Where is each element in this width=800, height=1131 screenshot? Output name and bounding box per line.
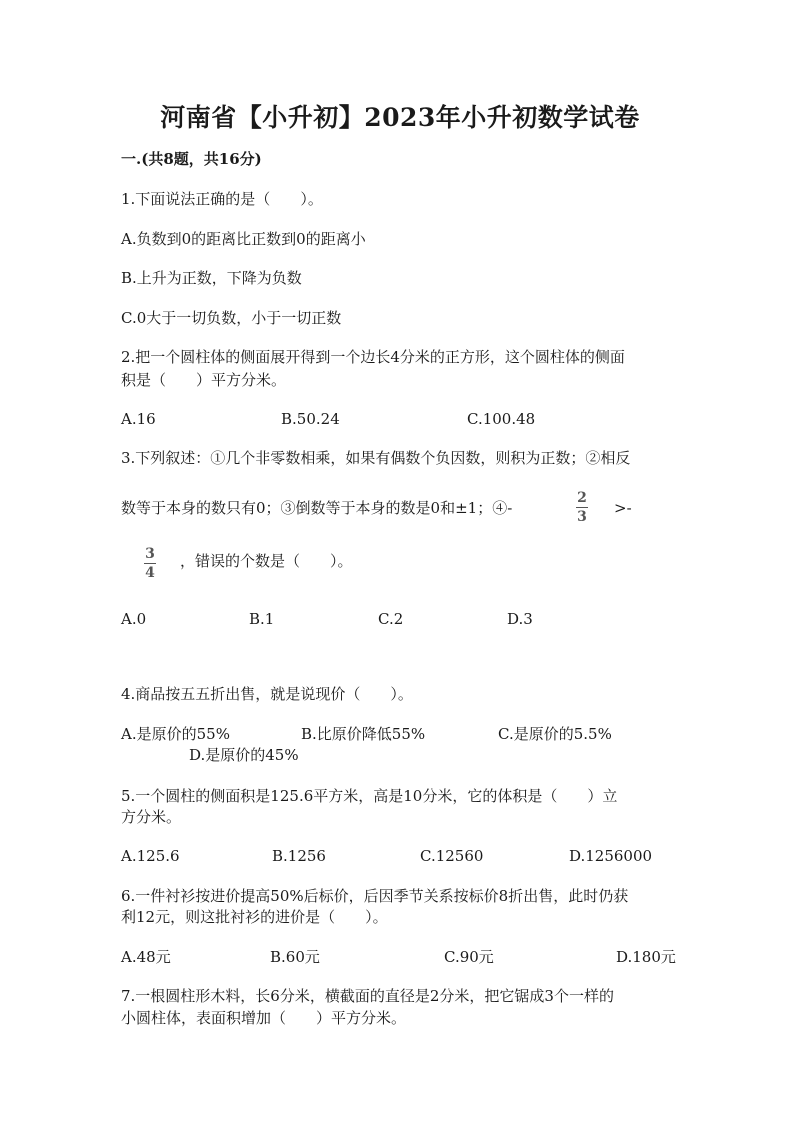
q5-option-c: C.12560 <box>420 847 484 865</box>
q5-stem-line2: 方分米。 <box>121 808 182 826</box>
q2-option-c: C.100.48 <box>467 410 536 428</box>
q6-option-b: B.60元 <box>270 948 320 966</box>
q1-option-b: B.上升为正数，下降为负数 <box>121 269 302 287</box>
q5-option-d: D.1256000 <box>569 847 653 865</box>
fraction-numerator: 2 <box>577 490 587 506</box>
section-heading: 一.(共8题，共16分) <box>121 150 262 168</box>
q7-stem-line1: 7.一根圆柱形木料，长6分米，横截面的直径是2分米，把它锯成3个一样的 <box>121 987 614 1005</box>
q4-option-d: D.是原价的45% <box>189 746 299 764</box>
q4-option-a: A.是原价的55% <box>121 725 230 743</box>
q1-option-a: A.负数到0的距离比正数到0的距离小 <box>121 230 366 248</box>
q2-stem-line2: 积是（ ）平方分米。 <box>121 371 287 389</box>
q6-option-a: A.48元 <box>121 948 171 966</box>
q4-stem: 4.商品按五五折出售，就是说现价（ ）。 <box>121 685 413 703</box>
q3-stem-line1: 3.下列叙述：①几个非零数相乘，如果有偶数个负因数，则积为正数；②相反 <box>121 449 631 467</box>
q6-stem-line2: 利12元，则这批衬衫的进价是（ ）。 <box>121 908 388 926</box>
q3-stem-line3: ，错误的个数是（ ）。 <box>180 552 353 570</box>
q3-option-d: D.3 <box>507 610 533 628</box>
q1-stem: 1.下面说法正确的是（ ）。 <box>121 190 323 208</box>
fraction-bar <box>144 563 156 564</box>
page-title: 河南省【小升初】2023年小升初数学试卷 <box>160 103 640 132</box>
q5-option-a: A.125.6 <box>121 847 180 865</box>
q3-option-b: B.1 <box>249 610 275 628</box>
q7-stem-line2: 小圆柱体，表面积增加（ ）平方分米。 <box>121 1009 407 1027</box>
q3-option-c: C.2 <box>378 610 404 628</box>
q3-greater-than: >- <box>614 499 632 517</box>
q4-option-b: B.比原价降低55% <box>301 725 426 743</box>
fraction-three-quarters <box>142 546 158 581</box>
fraction-denominator: 4 <box>145 565 155 581</box>
q1-option-c: C.0大于一切负数，小于一切正数 <box>121 309 342 327</box>
q6-stem-line1: 6.一件衬衫按进价提高50%后标价，后因季节关系按标价8折出售，此时仍获 <box>121 887 629 905</box>
q3-stem-line2: 数等于本身的数只有0；③倒数等于本身的数是0和±1；④- <box>121 499 513 517</box>
q4-option-c: C.是原价的5.5% <box>498 725 612 743</box>
fraction-denominator: 3 <box>577 509 587 525</box>
q2-stem-line1: 2.把一个圆柱体的侧面展开得到一个边长4分米的正方形，这个圆柱体的侧面 <box>121 348 625 366</box>
fraction-numerator: 3 <box>145 546 155 562</box>
q5-stem-line1: 5.一个圆柱的侧面积是125.6平方米，高是10分米，它的体积是（ ）立 <box>121 787 618 805</box>
fraction-bar <box>576 507 588 508</box>
q2-option-b: B.50.24 <box>281 410 340 428</box>
q5-option-b: B.1256 <box>272 847 326 865</box>
q2-option-a: A.16 <box>121 410 156 428</box>
q6-option-d: D.180元 <box>616 948 676 966</box>
fraction-two-thirds <box>574 490 590 525</box>
q6-option-c: C.90元 <box>444 948 494 966</box>
q3-option-a: A.0 <box>121 610 147 628</box>
